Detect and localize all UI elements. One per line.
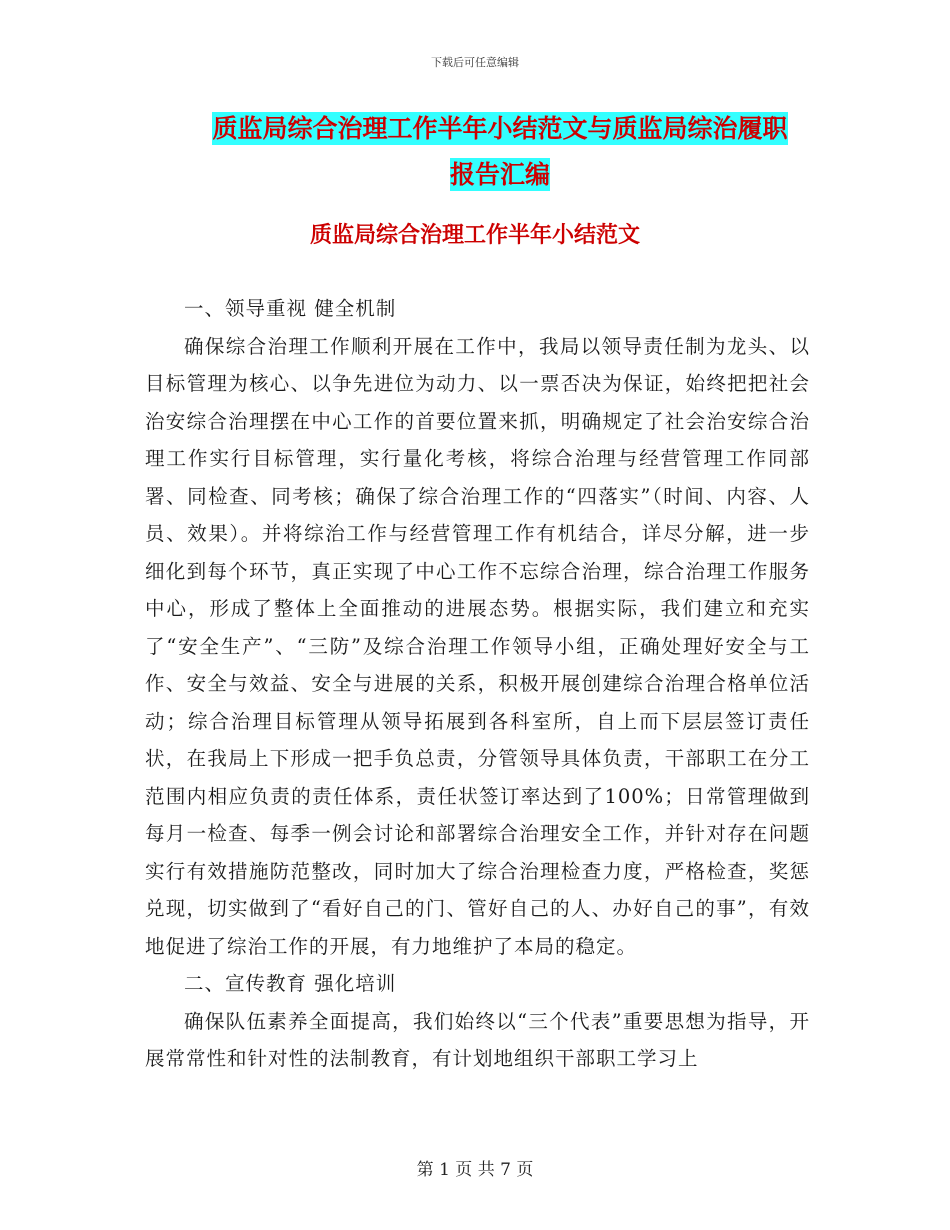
heading-education: 二、宣传教育 强化培训 — [184, 972, 397, 995]
header-note: 下载后可任意编辑 — [431, 56, 519, 69]
body-text — [145, 290, 810, 1078]
paragraph-leadership: 确保综合治理工作顺利开展在工作中，我局以领导责任制为龙头、以目标管理为核心、以争先进位为动力、以一票否决为保证，始终把把社会治安综合治理摆在中心工作的首要位置来抓，明确规定了社会治安综合治理工作实行目标管理，实行量化考核，将综合治理与经营管理工作同部署、同检查、同考核；确保了综合治理工作的“四落实”（时间、内容、人员、效果）。并将综治工作与经营管理工作有机结合，详尽分解，进一步细化到每个环节，真正实现了中心工作不忘综合治理，综合治理工作服务中心，形成了整体上全面推动的进展态势。根据实际，我们建立和充实了“安全生产”、“三防”及综合治理工作领导小组，正确处理好安全与工作、安全与效益、安全与进展的关系，积极开展创建综合治理合格单位活动；综合治理目标管理从领导拓展到各科室所，自上而下层层签订责任状，在我局上下形成一把手负总责，分管领导具体负责，干部职工在分工范围内相应负责的责任体系，责任状签订率达到了100%；日常管理做到每月一检查、每季一例会讨论和部署综合治理安全工作，并针对存在问题实行有效措施防范整改，同时加大了综合治理检查力度，严格检查，奖惩兑现，切实做到了“看好自己的门、管好自己的人、办好自己的事”，有效地促进了综治工作的开展，有力地维护了本局的稳定。 — [145, 334, 810, 958]
document-title — [150, 106, 850, 198]
page-number: 第 1 页 共 7 页 — [416, 1160, 534, 1180]
paragraph-education: 确保队伍素养全面提高，我们始终以“三个代表”重要思想为指导，开展常常性和针对性的法制教育，有计划地组织干部职工学习上 — [145, 1009, 810, 1070]
heading-leadership: 一、领导重视 健全机制 — [184, 297, 397, 320]
document-title-line-2: 报告汇编 — [449, 160, 550, 189]
document-title-line-1: 质监局综合治理工作半年小结范文与质监局综治履职 — [212, 114, 788, 143]
section-title: 质监局综合治理工作半年小结范文 — [309, 223, 640, 248]
